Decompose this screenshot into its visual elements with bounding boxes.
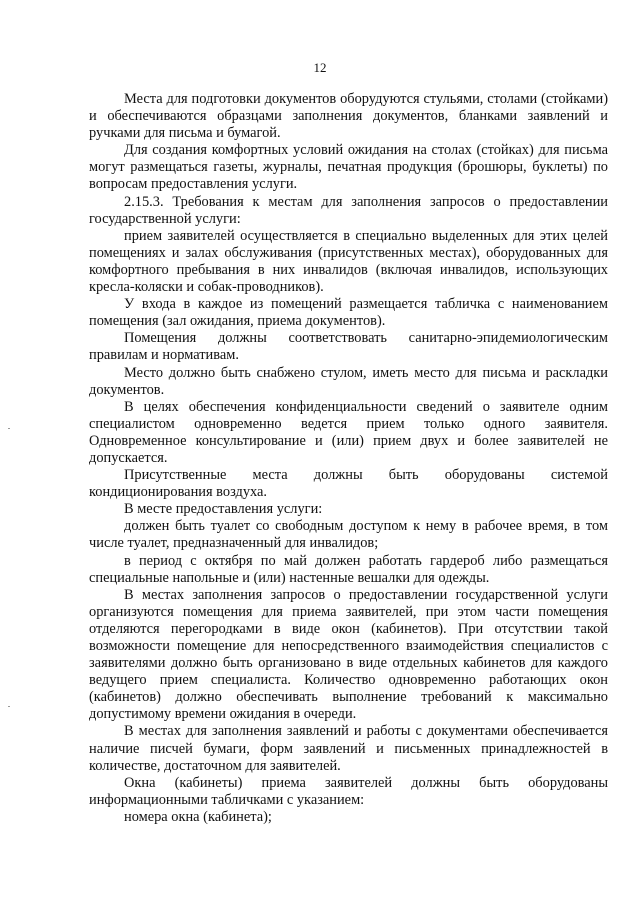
scan-speck bbox=[8, 706, 10, 707]
paragraph-air-conditioning: Присутственные места должны быть оборудованы системой кондиционирования воздуха. bbox=[89, 467, 608, 501]
document-body bbox=[89, 91, 608, 826]
paragraph-wardrobe: в период с октября по май должен работать гардероб либо размещаться специальные напольные и (или) настенные вешалки для одежды. bbox=[89, 552, 608, 586]
paragraph-writing-supplies: В местах для заполнения заявлений и работы с документами обеспечивается наличие писчей бумаги, форм заявлений и письменных принадлежностей в количестве, достаточном для заявителей. bbox=[89, 723, 608, 774]
paragraph-window-number: номера окна (кабинета); bbox=[124, 808, 272, 825]
scan-speck bbox=[8, 428, 10, 429]
paragraph-confidentiality: В целях обеспечения конфиденциальности сведений о заявителе одним специалистом одновременно ведется прием только одного заявителя. Одновременное консультирование и (или) прием двух и более заявителей не допускается. bbox=[89, 398, 608, 466]
paragraph-reception-windows: В местах заполнения запросов о предоставлении государственной услуги организуются помещения для приема заявителей, при этом части помещения отделяются перегородками в виде окон (кабинетов). При отсутствии такой возможности помещение для непосредственного взаимодействия специалистов с заявителями должно быть организовано в виде отдельных кабинетов для каждого ведущего прием специалиста. Количество одновременно работающих окон (кабинетов) должно обеспечивать выполнение требований к максимально допустимому времени ожидания в очереди. bbox=[89, 586, 608, 723]
paragraph-waiting-comfort: Для создания комфортных условий ожидания на столах (стойках) для письма могут размещаться газеты, журналы, печатная продукция (брошюры, буклеты) по вопросам предоставления услуги. bbox=[89, 142, 608, 193]
paragraph-reception-premises: прием заявителей осуществляется в специально выделенных для этих целей помещениях и залах обслуживания (присутственных местах), оборудованных для комфортного пребывания в них инвалидов (включая инвалидов, использующих кресла-коляски и собак-проводников). bbox=[89, 227, 608, 296]
paragraph-workplace-chair: Место должно быть снабжено стулом, иметь место для письма и раскладки документов. bbox=[89, 364, 608, 398]
paragraph-section-2-15-3: 2.15.3. Требования к местам для заполнения запросов о предоставлении государственной услуги: bbox=[89, 193, 608, 227]
paragraph-documents-prep: Места для подготовки документов оборудуются стульями, столами (стойками) и обеспечиваются образцами заполнения документов, бланками заявлений и ручками для письма и бумагой. bbox=[89, 91, 608, 142]
paragraph-info-plates: Окна (кабинеты) приема заявителей должны быть оборудованы информационными табличками с указанием: bbox=[89, 774, 608, 808]
paragraph-service-place: В месте предоставления услуги: bbox=[124, 501, 323, 518]
page-number: 12 bbox=[313, 60, 327, 75]
paragraph-sanitary-rules: Помещения должны соответствовать санитарно-эпидемиологическим правилам и нормативам. bbox=[89, 330, 608, 364]
paragraph-entrance-sign: У входа в каждое из помещений размещается табличка с наименованием помещения (зал ожидания, приема документов). bbox=[89, 296, 608, 330]
paragraph-toilet: должен быть туалет со свободным доступом к нему в рабочее время, в том числе туалет, предназначенный для инвалидов; bbox=[89, 518, 608, 552]
